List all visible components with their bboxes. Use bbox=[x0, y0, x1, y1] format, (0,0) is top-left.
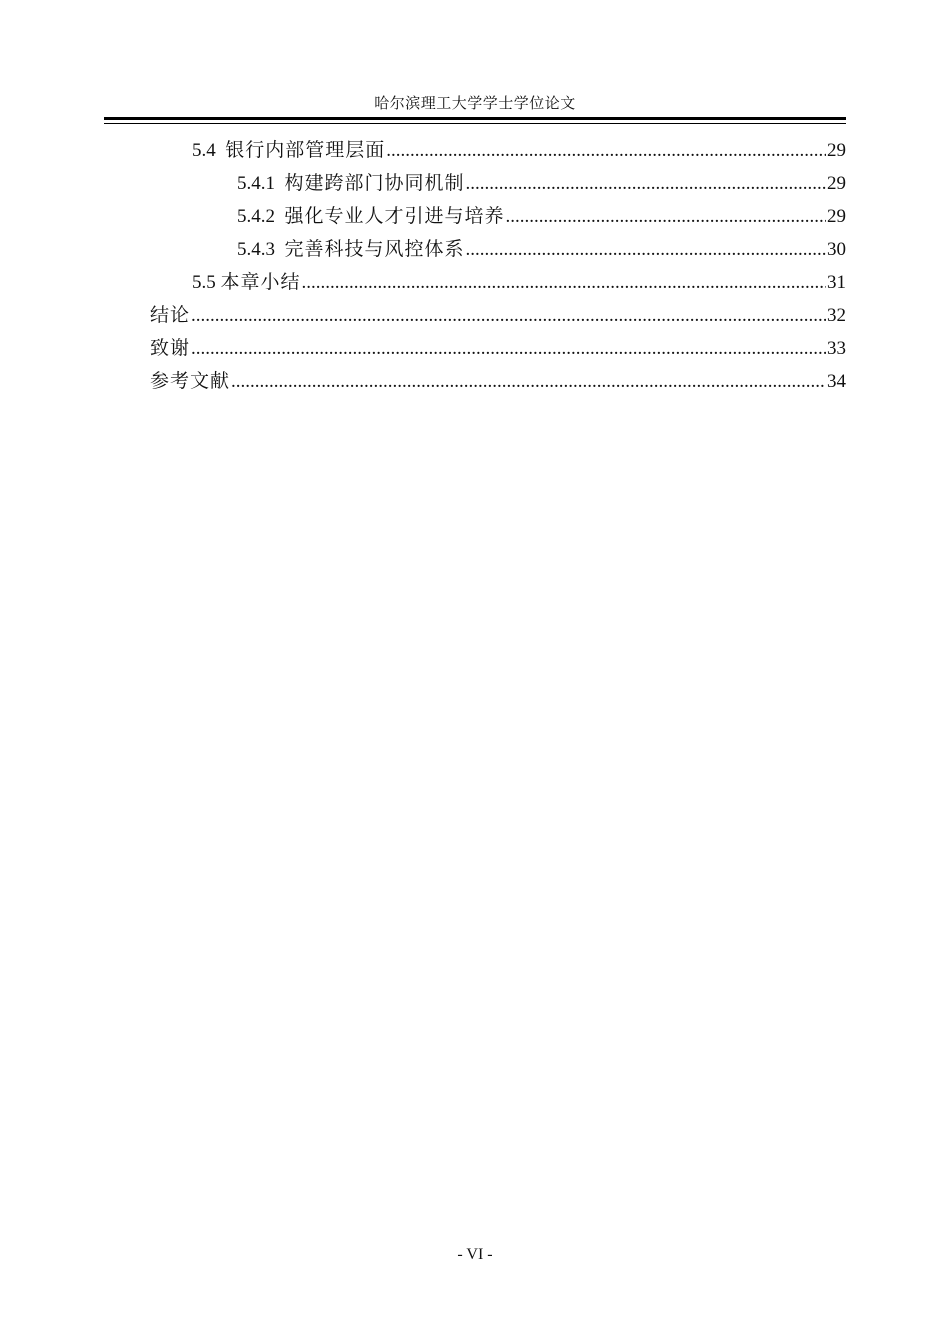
toc-dot-leader bbox=[466, 167, 826, 200]
toc-entry[interactable] bbox=[150, 266, 846, 299]
toc-entry-title: 致谢 bbox=[150, 338, 191, 359]
toc-entry-page: 34 bbox=[827, 371, 846, 392]
toc-entry-number: 5.4.2 bbox=[237, 206, 285, 227]
toc-entry-title: 银行内部管理层面 bbox=[225, 140, 386, 161]
toc-entry-page: 32 bbox=[827, 305, 846, 326]
toc-entry[interactable] bbox=[150, 365, 846, 398]
toc-entry[interactable] bbox=[150, 233, 846, 266]
toc-entry-title: 结论 bbox=[150, 305, 191, 326]
toc-entry-title: 本章小结 bbox=[220, 272, 301, 293]
toc-entry-number: 5.4.1 bbox=[237, 173, 285, 194]
toc-dot-leader bbox=[191, 299, 826, 332]
toc-dot-leader bbox=[302, 266, 826, 299]
toc-entry-title: 强化专业人才引进与培养 bbox=[284, 206, 505, 227]
toc-entry[interactable] bbox=[150, 167, 846, 200]
toc-entry-title: 参考文献 bbox=[150, 371, 231, 392]
toc-dot-leader bbox=[506, 200, 826, 233]
toc-entry[interactable] bbox=[150, 200, 846, 233]
toc-entry-number: 5.4 bbox=[192, 140, 226, 161]
toc-dot-leader bbox=[191, 332, 826, 365]
toc-dot-leader bbox=[386, 134, 826, 167]
toc-entry-title: 完善科技与风控体系 bbox=[284, 239, 465, 260]
toc-entry[interactable] bbox=[150, 299, 846, 332]
toc-entry-number: 5.5 bbox=[192, 272, 221, 293]
table-of-contents bbox=[150, 134, 846, 398]
toc-entry-page: 29 bbox=[827, 173, 846, 194]
toc-entry-page: 33 bbox=[827, 338, 846, 359]
toc-entry[interactable] bbox=[150, 134, 846, 167]
toc-entry-page: 30 bbox=[827, 239, 846, 260]
page-number: - VI - bbox=[457, 1246, 493, 1263]
header-rule-thin bbox=[104, 123, 846, 124]
toc-entry-page: 29 bbox=[827, 206, 846, 227]
toc-entry-page: 31 bbox=[827, 272, 846, 293]
toc-entry-number: 5.4.3 bbox=[237, 239, 285, 260]
toc-entry-title: 构建跨部门协同机制 bbox=[284, 173, 465, 194]
header-rule-thick bbox=[104, 117, 846, 120]
running-header: 哈尔滨理工大学学士学位论文 bbox=[374, 96, 576, 112]
toc-entry-page: 29 bbox=[827, 140, 846, 161]
toc-dot-leader bbox=[466, 233, 826, 266]
toc-dot-leader bbox=[231, 365, 826, 398]
toc-entry[interactable] bbox=[150, 332, 846, 365]
